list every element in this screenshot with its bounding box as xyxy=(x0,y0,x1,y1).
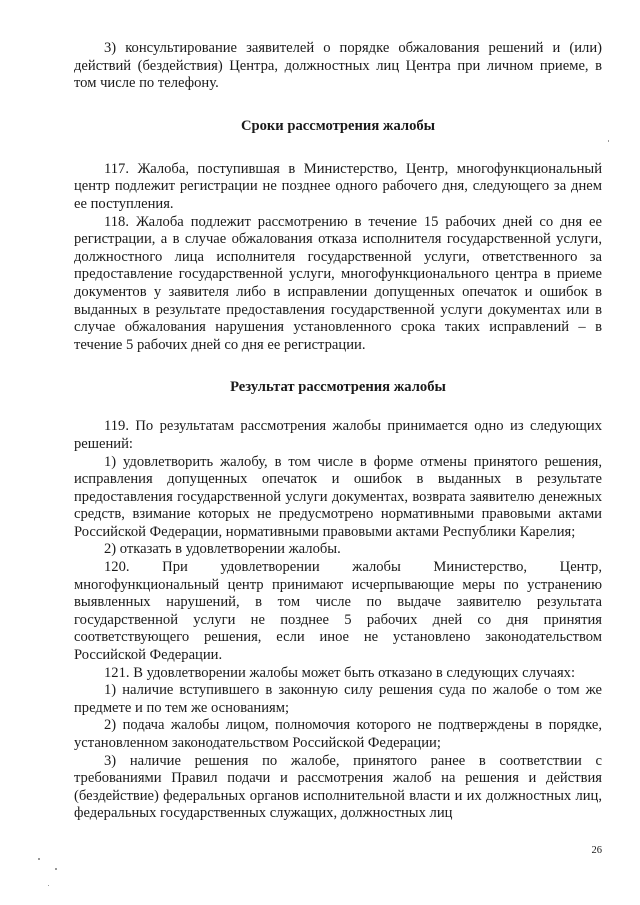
page-number: 26 xyxy=(591,845,602,856)
list-item-121-2: 2) подача жалобы лицом, полномочия которого не подтверждены в порядке, установленном законодательством Российской Федерации; xyxy=(74,717,602,751)
paragraph-119: 119. По результатам рассмотрения жалобы принимается одно из следующих решений: xyxy=(74,418,602,452)
list-item-119-2: 2) отказать в удовлетворении жалобы. xyxy=(104,541,341,558)
paragraph-121: 121. В удовлетворении жалобы может быть отказано в следующих случаях: xyxy=(104,664,576,681)
list-item-121-1: 1) наличие вступившего в законную силу решения суда по жалобе о том же предмете и по тем же основаниям; xyxy=(74,682,602,716)
section-heading-review-result: Результат рассмотрения жалобы xyxy=(230,379,446,396)
scan-speck xyxy=(55,868,57,870)
scan-speck xyxy=(38,858,40,860)
paragraph-120: 120. При удовлетворении жалобы Министерство, Центр, многофункциональный центр принимают исчерпывающие меры по устранению выявленных нарушений, в том числе по выдаче заявителю результата государственной услуги не позднее 5 рабочих дней со дня принятия соответствующего решения, если иное не установлено законодательством Российской Федерации. xyxy=(74,559,602,664)
list-item-121-3: 3) наличие решения по жалобе, принятого ранее в соответствии с требованиями Правил подачи и рассмотрения жалоб на решения и действия (бездействие) федеральных органов исполнительной власти и их должностных лиц, федеральных государственных служащих, должностных лиц xyxy=(74,752,602,822)
scan-speck xyxy=(608,140,609,142)
paragraph-118: 118. Жалоба подлежит рассмотрению в течение 15 рабочих дней со дня ее регистрации, а в случае обжалования отказа исполнителя государственной услуги, должностного лица исполнителя государственной услуги, ответственного за предоставление государственной услуги, многофункционального центра в приеме документов у заявителя либо в исправлении допущенных опечаток и ошибок в выданных в результате предоставления государственной услуги документах или в случае обжалования нарушения установленного срока таких исправлений – в течение 5 рабочих дней со дня ее регистрации. xyxy=(74,213,602,353)
scan-speck xyxy=(48,885,49,886)
paragraph-117: 117. Жалоба, поступившая в Министерство, Центр, многофункциональный центр подлежит регистрации не позднее одного рабочего дня, следующего за днем ее поступления. xyxy=(74,160,602,212)
section-heading-review-terms: Сроки рассмотрения жалобы xyxy=(240,117,436,134)
list-item-119-1: 1) удовлетворить жалобу, в том числе в форме отмены принятого решения, исправления допущенных опечаток и ошибок в выданных в результате предоставления государственной услуги документах, возврата заявителю денежных средств, взимание которых не предусмотрено нормативными правовыми актами Российской Федерации, нормативными правовыми актами Республики Карелия; xyxy=(74,453,602,540)
intro-list-item: 3) консультирование заявителей о порядке обжалования решений и (или) действий (бездействия) Центра, должностных лиц Центра при личном приеме, в том числе по телефону. xyxy=(74,40,602,92)
